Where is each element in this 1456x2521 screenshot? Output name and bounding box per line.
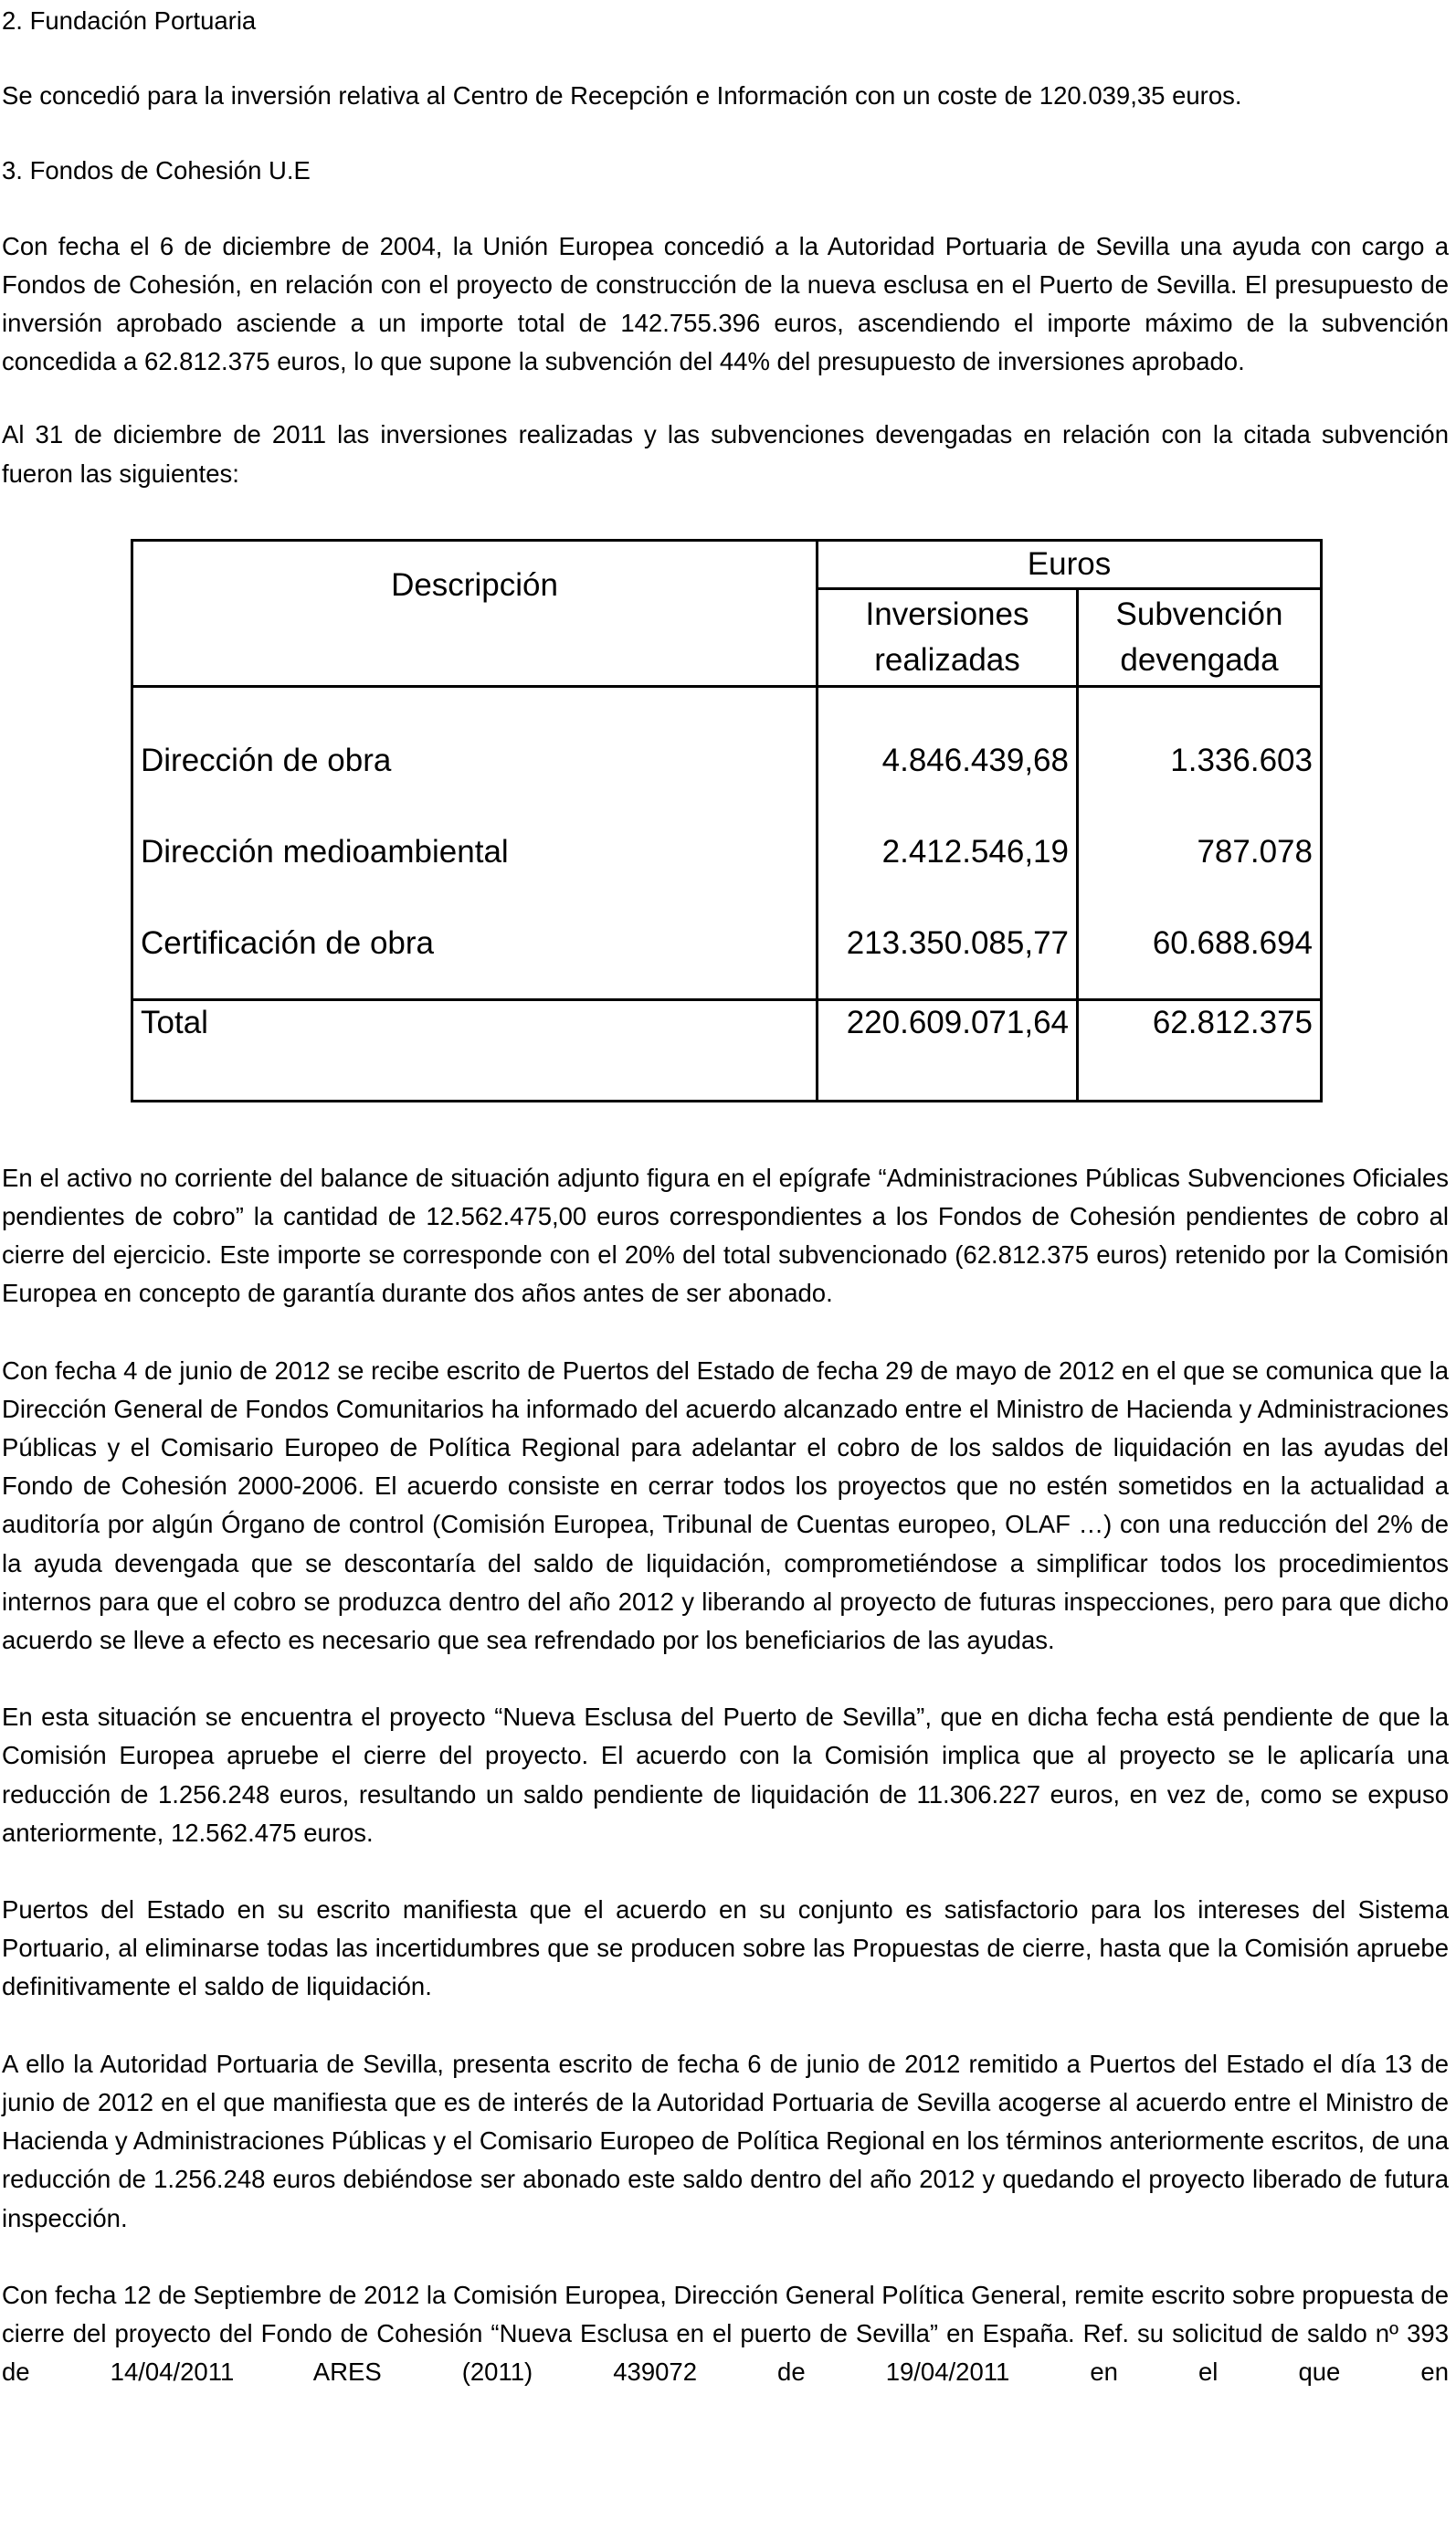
total-description: Total bbox=[132, 999, 818, 1101]
header-subsidy-line1: Subvención bbox=[1115, 596, 1283, 632]
table-row bbox=[132, 898, 1322, 1000]
section-2-heading: 2. Fundación Portuaria bbox=[2, 6, 257, 35]
total-investments: 220.609.071,64 bbox=[818, 999, 1078, 1101]
row-subsidy: 787.078 bbox=[1078, 807, 1322, 898]
paragraph-project-status: En esta situación se encuentra el proyecto “Nueva Esclusa del Puerto de Sevilla”, que en dicha fecha está pendiente de que la Comisión Europea apruebe el cierre del proyecto. El acuerdo con la Comisión implica que al proyecto se le aplicaría una reducción de 1.256.248 euros, resultando un saldo pendiente de liquidación de 11.306.227 euros, en vez de, como se expuso anteriormente, 12.562.475 euros. bbox=[2, 1703, 1449, 1847]
section-3-heading: 3. Fondos de Cohesión U.E bbox=[2, 156, 311, 185]
header-investments-line2: realizadas bbox=[874, 641, 1020, 678]
paragraph-june-4: Con fecha 4 de junio de 2012 se recibe escrito de Puertos del Estado de fecha 29 de mayo de 2012 en el que se comunica que la Dirección General de Fondos Comunitarios ha informado del acuerdo alcanzado entre el Ministro de Hacienda y Administraciones Públicas y el Comisario Europeo de Política Regional para adelantar el cobro de los saldos de liquidación en las ayudas del Fondo de Cohesión 2000-2006. El acuerdo consiste en cerrar todos los proyectos que no estén sometidos en la actualidad a auditoría por algún Órgano de control (Comisión Europea, Tribunal de Cuentas europeo, OLAF …) con una reducción del 2% de la ayuda devengada que se descontaría del saldo de liquidación, comprometiéndose a simplificar todos los procedimientos internos para que el cobro se produzca dentro del año 2012 y liberando al proyecto de futuras inspecciones, pero para que dicho acuerdo se lleve a efecto es necesario que sea refrendado por los beneficiarios de las ayudas. bbox=[2, 1355, 1449, 1655]
header-investments-line1: Inversiones bbox=[865, 596, 1029, 632]
table-row bbox=[132, 807, 1322, 898]
header-euros: Euros bbox=[818, 540, 1322, 588]
row-description: Certificación de obra bbox=[132, 898, 818, 1000]
row-subsidy: 1.336.603 bbox=[1078, 686, 1322, 807]
row-subsidy: 60.688.694 bbox=[1078, 898, 1322, 1000]
section-3-paragraph-1: Con fecha el 6 de diciembre de 2004, la Unión Europea concedió a la Autoridad Portuaria de Sevilla una ayuda con cargo a Fondos de Cohesión, en relación con el proyecto de construcción de la nueva esclusa en el Puerto de Sevilla. El presupuesto de inversión aprobado asciende a un importe total de 142.755.396 euros, ascendiendo el importe máximo de la subvención concedida a 62.812.375 euros, lo que supone la subvención del 44% del presupuesto de inversiones aprobado. bbox=[2, 231, 1449, 376]
total-subsidy: 62.812.375 bbox=[1078, 999, 1322, 1101]
investments-table-wrap bbox=[131, 539, 1320, 1102]
row-description: Dirección medioambiental bbox=[132, 807, 818, 898]
paragraph-june-6: A ello la Autoridad Portuaria de Sevilla, presenta escrito de fecha 6 de junio de 2012 remitido a Puertos del Estado el día 13 de junio de 2012 en el que manifiesta que es de interés de la Autoridad Portuaria de Sevilla acogerse al acuerdo entre el Ministro de Hacienda y Administraciones Públicas y el Comisario Europeo de Política Regional en los términos anteriormente escritos, de una reducción de 1.256.248 euros debiéndose ser abonado este saldo dentro del año 2012 y quedando el proyecto liberado de futura inspección. bbox=[2, 2049, 1449, 2232]
paragraph-september-12: Con fecha 12 de Septiembre de 2012 la Comisión Europea, Dirección General Política General, remite escrito sobre propuesta de cierre del proyecto del Fondo de Cohesión “Nueva Esclusa en el puerto de Sevilla” en España. Ref. su solicitud de saldo nº 393 de 14/04/2011 ARES (2011) 439072 de 19/04/2011 en el que en bbox=[2, 2280, 1449, 2387]
row-investments: 2.412.546,19 bbox=[818, 807, 1078, 898]
row-description: Dirección de obra bbox=[132, 686, 818, 807]
table-total-row bbox=[132, 999, 1322, 1101]
header-subsidy bbox=[1078, 588, 1322, 686]
table-row bbox=[132, 686, 1322, 807]
paragraph-puertos-estado: Puertos del Estado en su escrito manifiesta que el acuerdo en su conjunto es satisfactorio para los intereses del Sistema Portuario, al eliminarse todas las incertidumbres que se producen sobre las Propuestas de cierre, hasta que la Comisión apruebe definitivamente el saldo de liquidación. bbox=[2, 1895, 1449, 2001]
header-subsidy-line2: devengada bbox=[1120, 641, 1279, 678]
paragraph-balance: En el activo no corriente del balance de situación adjunto figura en el epígrafe “Administraciones Públicas Subvenciones Oficiales pendientes de cobro” la cantidad de 12.562.475,00 euros correspondientes a los Fondos de Cohesión pendientes de cobro al cierre del ejercicio. Este importe se corresponde con el 20% del total subvencionado (62.812.375 euros) retenido por la Comisión Europea en concepto de garantía durante dos años antes de ser abonado. bbox=[2, 1163, 1449, 1308]
section-3-paragraph-2: Al 31 de diciembre de 2011 las inversiones realizadas y las subvenciones devengadas en relación con la citada subvención fueron las siguientes: bbox=[2, 420, 1449, 488]
investments-table bbox=[131, 539, 1323, 1102]
row-investments: 4.846.439,68 bbox=[818, 686, 1078, 807]
header-investments bbox=[818, 588, 1078, 686]
header-description: Descripción bbox=[132, 540, 818, 686]
section-2-text: Se concedió para la inversión relativa al Centro de Recepción e Información con un coste de 120.039,35 euros. bbox=[2, 81, 1242, 111]
row-investments: 213.350.085,77 bbox=[818, 898, 1078, 1000]
